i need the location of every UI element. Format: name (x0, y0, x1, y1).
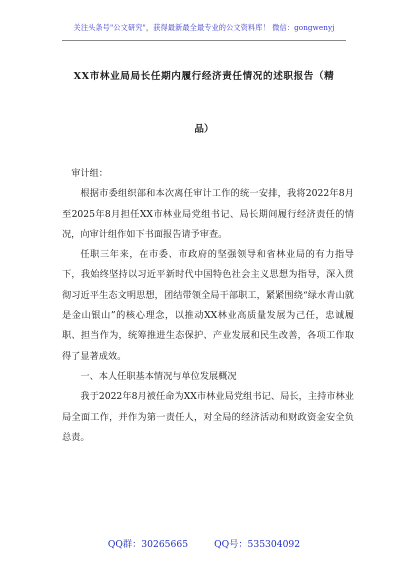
document-title: XX市林业局局长任期内履行经济责任情况的述职报告（精 (73, 71, 335, 82)
paragraph: 我于2022年8月被任命为XX市林业局党组书记、局长，主持市林业局全面工作，并作为第一责任人，对全局的经济活动和财政资金安全负总责。 (62, 391, 354, 443)
paragraph: 根据市委组织部和本次离任审计工作的统一安排，我将2022年8月至2025年8月担任XX市林业局党组书记、局长期间履行经济责任的情况，向审计组作如下书面报告请予审查。 (62, 188, 354, 240)
document-title-continued: 品） (194, 124, 214, 135)
header-banner: 关注头条号"公文研究"，获得最新最全最专业的公文资料库！ 微信：gongwenyj (73, 23, 335, 32)
paragraph: 任职三年来，在市委、市政府的坚强领导和省林业局的有力指导下，我始终坚持以习近平新时代中国特色社会主义思想为指导，深入贯彻习近平生态文明思想，团结带领全局干部职工，紧紧围绕“绿水青山就是金山银山”的核心理念，以推动XX林业高质量发展为己任，忠诚履职、担当作为，统筹推进生态保护、产业发展和民生改善，各项工作取得了显著成效。 (62, 249, 354, 362)
qq-group: QQ群：30265665 (107, 539, 189, 550)
footer-contact (0, 536, 408, 550)
document-body (62, 164, 354, 448)
section-heading: 一、本人任职基本情况与单位发展概况 (80, 370, 237, 382)
salutation: 审计组： (71, 168, 108, 179)
header-divider (62, 40, 346, 41)
qq-number: QQ号：535304092 (214, 539, 301, 550)
